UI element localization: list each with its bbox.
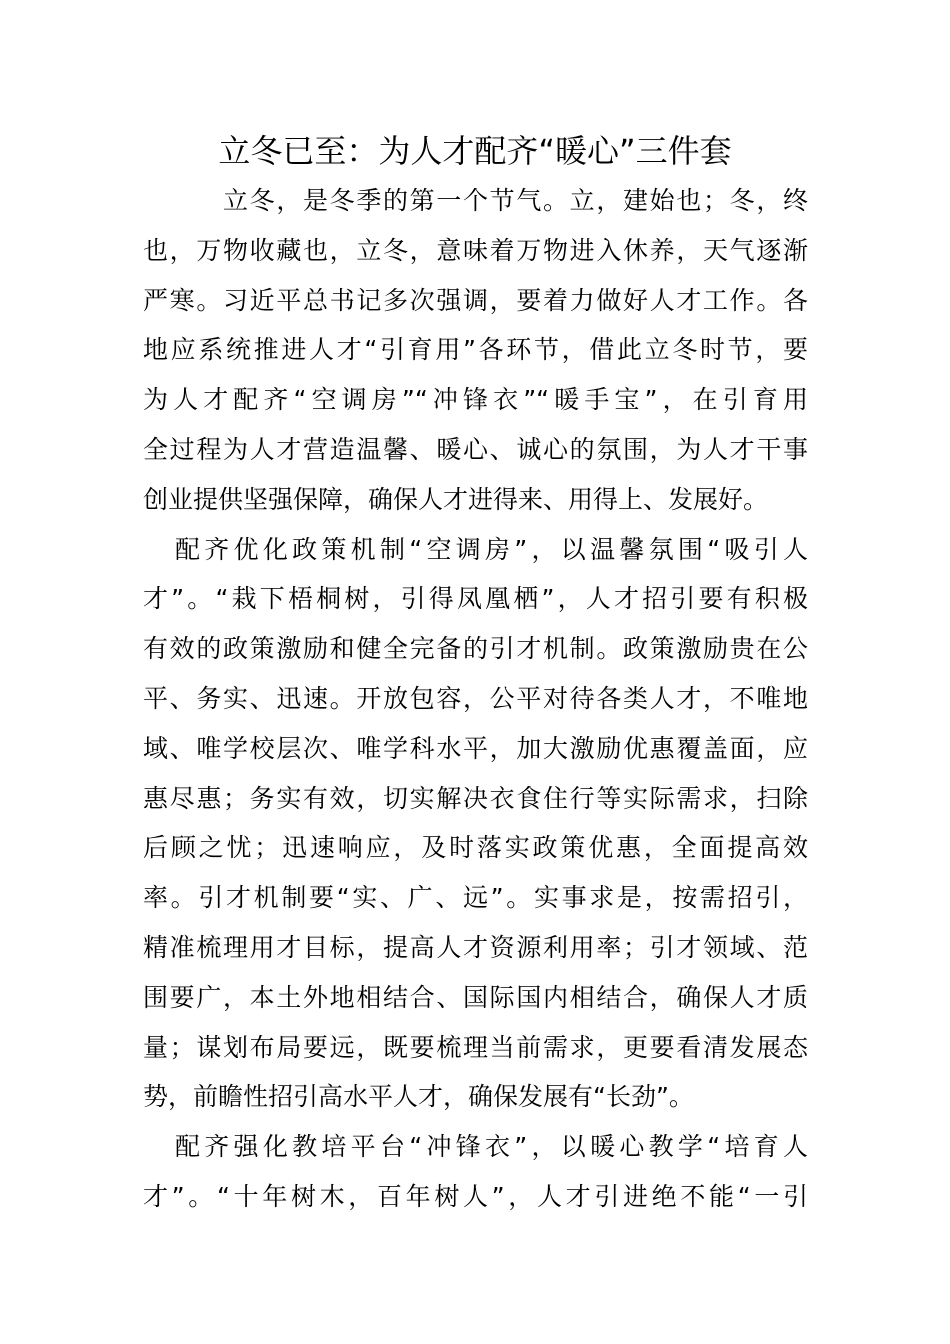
paragraph-1-line-2: 也，万物收藏也，立冬，意味着万物进入休养，天气逐渐	[143, 235, 808, 265]
paragraph-1-line-4: 地应系统推进人才“引育用”各环节，借此立冬时节，要	[143, 335, 808, 365]
paragraph-2-line-1: 配齐优化政策机制“空调房”，以温馨氛围“吸引人	[175, 534, 808, 564]
paragraph-2-line-3: 有效的政策激励和健全完备的引才机制。政策激励贵在公	[143, 634, 808, 664]
paragraph-3-line-2: 才”。“十年树木，百年树人”，人才引进绝不能“一引	[143, 1181, 808, 1211]
paragraph-1-line-6: 全过程为人才营造温馨、暖心、诚心的氛围，为人才干事	[143, 434, 808, 464]
paragraph-3-line-1: 配齐强化教培平台“冲锋衣”，以暖心教学“培育人	[175, 1132, 808, 1162]
paragraph-1-line-7: 创业提供坚强保障，确保人才进得来、用得上、发展好。	[143, 484, 769, 514]
paragraph-1-line-1: 立冬，是冬季的第一个节气。立，建始也；冬，终	[223, 186, 808, 215]
document-title: 立冬已至：为人才配齐“暖心”三件套	[218, 132, 732, 170]
paragraph-2-line-10: 围要广，本土外地相结合、国际国内相结合，确保人才质	[143, 982, 808, 1012]
paragraph-1-line-3: 严寒。习近平总书记多次强调，要着力做好人才工作。各	[143, 285, 808, 315]
paragraph-2-line-9: 精准梳理用才目标，提高人才资源利用率；引才领域、范	[143, 932, 808, 962]
paragraph-2-line-11: 量；谋划布局要远，既要梳理当前需求，更要看清发展态	[143, 1032, 808, 1062]
document-body	[143, 176, 808, 1222]
paragraph-2-line-6: 惠尽惠；务实有效，切实解决衣食住行等实际需求，扫除	[143, 783, 808, 813]
paragraph-2-line-12: 势，前瞻性招引高水平人才，确保发展有“长劲”。	[143, 1082, 694, 1112]
paragraph-2-line-7: 后顾之忧；迅速响应，及时落实政策优惠，全面提高效	[143, 833, 808, 863]
paragraph-2-line-4: 平、务实、迅速。开放包容，公平对待各类人才，不唯地	[143, 683, 808, 713]
paragraph-1-line-5: 为人才配齐“空调房”“冲锋衣”“暖手宝”，在引育用	[143, 385, 808, 415]
paragraph-2-line-5: 域、唯学校层次、唯学科水平，加大激励优惠覆盖面，应	[143, 733, 808, 763]
paragraph-2-line-8: 率。引才机制要“实、广、远”。实事求是，按需招引，	[143, 883, 808, 913]
paragraph-2-line-2: 才”。“栽下梧桐树，引得凤凰栖”，人才招引要有积极	[143, 584, 808, 614]
